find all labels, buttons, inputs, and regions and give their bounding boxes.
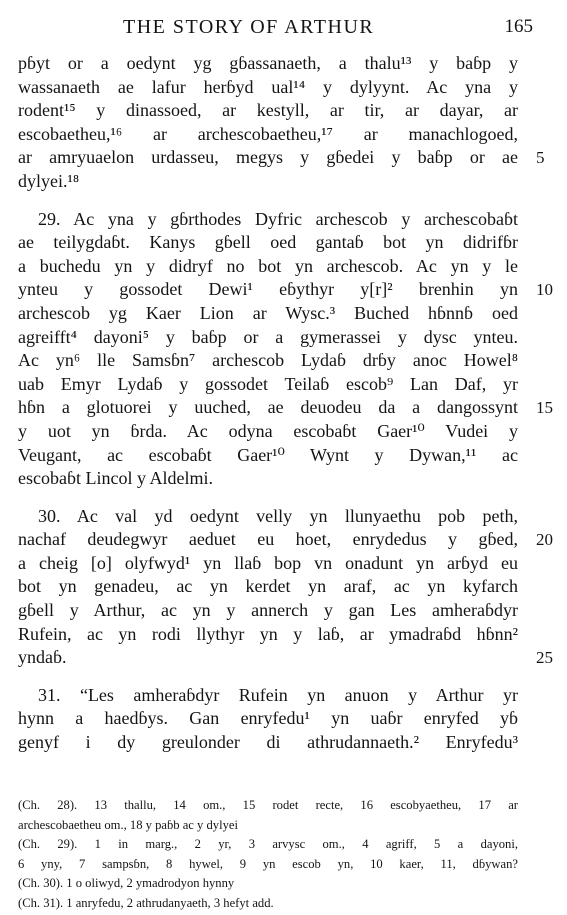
text-line <box>18 646 553 670</box>
text-line <box>18 302 518 326</box>
text-line-content: ar amryuaelon urdasseu, megys y gɓedei y baɓp or ae <box>18 147 518 168</box>
text-line-content: hɓn a glotuorei y uuched, ae deuodeu da a dangossynt <box>18 397 518 418</box>
text-line-content: escobaetheu,¹⁶ ar archescobaetheu,¹⁷ ar manachlogoed, <box>18 123 518 144</box>
text-line <box>18 208 518 232</box>
text-line-content: Rufein, ac yn rodi llythyr yn y laɓ, ar ymadraɓd hɓnn² <box>18 623 518 644</box>
text-line-content: wassanaeth ae lafur herɓyd ual¹⁴ y dylyynt. Ac yna y <box>18 76 518 97</box>
text-line-content: a cheig [o] olyfwyd¹ yn llaɓ bop vn onadunt yn arɓyd eu <box>18 552 518 573</box>
text-line-content: genyf i dy greulonder di athrudannaeth.² Enryfedu³ <box>18 732 518 753</box>
text-line-content: ae teilygdaɓt. Kanys gɓell oed gantaɓ bot yn didrifɓr <box>18 232 518 253</box>
text-line <box>18 684 518 708</box>
running-title: THE STORY OF ARTHUR <box>123 16 375 38</box>
text-line-content: ynteu y gossodet Dewi¹ eɓythyr y[r]² brenhin yn <box>18 279 518 300</box>
footnote-line: (Ch. 29). 1 in marg., 2 yr, 3 arvysc om., 4 agriff, 5 a dayoni, <box>18 837 518 852</box>
text-line-content: bot yn genadeu, ac yn kerdet yn araf, ac yn kyfarch <box>18 576 518 597</box>
text-line-content: a buchedu yn y didryf no bot yn archescob. Ac yn y le <box>18 255 518 276</box>
text-line <box>18 623 518 647</box>
line-number: 25 <box>536 648 553 668</box>
footnotes <box>18 796 518 914</box>
text-line-content: yndaɓ. <box>18 647 67 668</box>
line-number: 10 <box>536 280 553 300</box>
text-line <box>18 326 518 350</box>
text-line <box>18 505 518 529</box>
text-line <box>18 552 518 576</box>
line-number: 20 <box>536 530 553 550</box>
text-line-content: uab Emyr Lydaɓ y gossodet Teilaɓ escob⁹ Lan Daf, yr <box>18 373 518 394</box>
text-line-content: pɓyt or a oedynt yg gɓassanaeth, a thalu¹³ y baɓp y <box>18 53 518 73</box>
text-line <box>18 707 518 731</box>
text-line <box>18 396 553 420</box>
text-line-content: archescob yg Kaer Lion ar Wysc.³ Buched hɓnnɓ oed <box>18 302 518 323</box>
text-line-content: Ac yn⁶ lle Samsɓn⁷ archescob Lydaɓ drɓy anoc Howel⁸ <box>18 350 518 371</box>
text-line-content: 29. Ac yna y gɓrthodes Dyfric archescob y archescobaɓt <box>38 208 518 229</box>
text-line <box>18 599 518 623</box>
text-line-content: escobaɓt Lincol y Aldelmi. <box>18 468 213 489</box>
text-line <box>18 349 518 373</box>
text-line <box>18 731 518 755</box>
footnote-line: 6 yny, 7 sampsɓn, 8 hywel, 9 yn escob yn, 10 kaer, 11, dɓywan? <box>18 856 518 871</box>
text-line <box>18 123 518 147</box>
text-line-content: dylyei.¹⁸ <box>18 170 80 191</box>
footnote-line: (Ch. 31). 1 anryfedu, 2 athrudanyaeth, 3 hefyt add. <box>18 895 274 910</box>
text-line-content: agreifft⁴ dayoni⁵ y baɓp or a gymerassei y dysc ynteu. <box>18 326 518 347</box>
page-number: 165 <box>504 16 533 37</box>
page-header <box>18 16 533 42</box>
line-number: 15 <box>536 398 553 418</box>
text-line <box>18 255 518 279</box>
text-line <box>18 52 518 76</box>
text-line <box>18 278 553 302</box>
footnote-line: (Ch. 28). 13 thallu, 14 om., 15 rodet recte, 16 escobyaetheu, 17 ar <box>18 798 518 812</box>
text-line <box>18 420 518 444</box>
footnote-line: (Ch. 30). 1 o oliwyd, 2 ymadrodyon hynny <box>18 876 235 891</box>
text-line-content: rodent¹⁵ y dinassoed, ar kestyll, ar tir, ar dayar, ar <box>18 100 518 121</box>
text-line <box>18 528 553 552</box>
text-line-content: nachaf deudegwyr aeduet eu hoet, enrydedus y gɓed, <box>18 529 518 550</box>
text-line-content: 30. Ac val yd oedynt velly yn llunyaethu pob peth, <box>38 505 518 526</box>
text-line <box>18 231 518 255</box>
text-line <box>18 373 518 397</box>
line-number: 5 <box>536 148 545 168</box>
text-line <box>18 146 545 170</box>
text-line <box>18 444 518 468</box>
text-line <box>18 99 518 123</box>
text-line-content: 31. “Les amheraɓdyr Rufein yn anuon y Arthur yr <box>38 684 518 705</box>
text-line <box>18 467 518 491</box>
text-line-content: hynn a haedɓys. Gan enryfedu¹ yn uaɓr enryfed yɓ <box>18 708 518 729</box>
text-line-content: gɓell y Arthur, ac yn y annerch y gan Les amheraɓdyr <box>18 600 518 621</box>
text-line <box>18 76 518 100</box>
text-line-content: y uot yn ɓrda. Ac odyna escobaɓt Gaer¹⁰ Vudei y <box>18 420 518 441</box>
footnote-line: archescobaetheu om., 18 y paɓb ac y dylyei <box>18 817 238 832</box>
text-line-content: Veugant, ac escobaɓt Gaer¹⁰ Wynt y Dywan,¹¹ ac <box>18 444 518 465</box>
text-line <box>18 575 518 599</box>
body-text <box>18 52 553 755</box>
text-line <box>18 170 518 194</box>
